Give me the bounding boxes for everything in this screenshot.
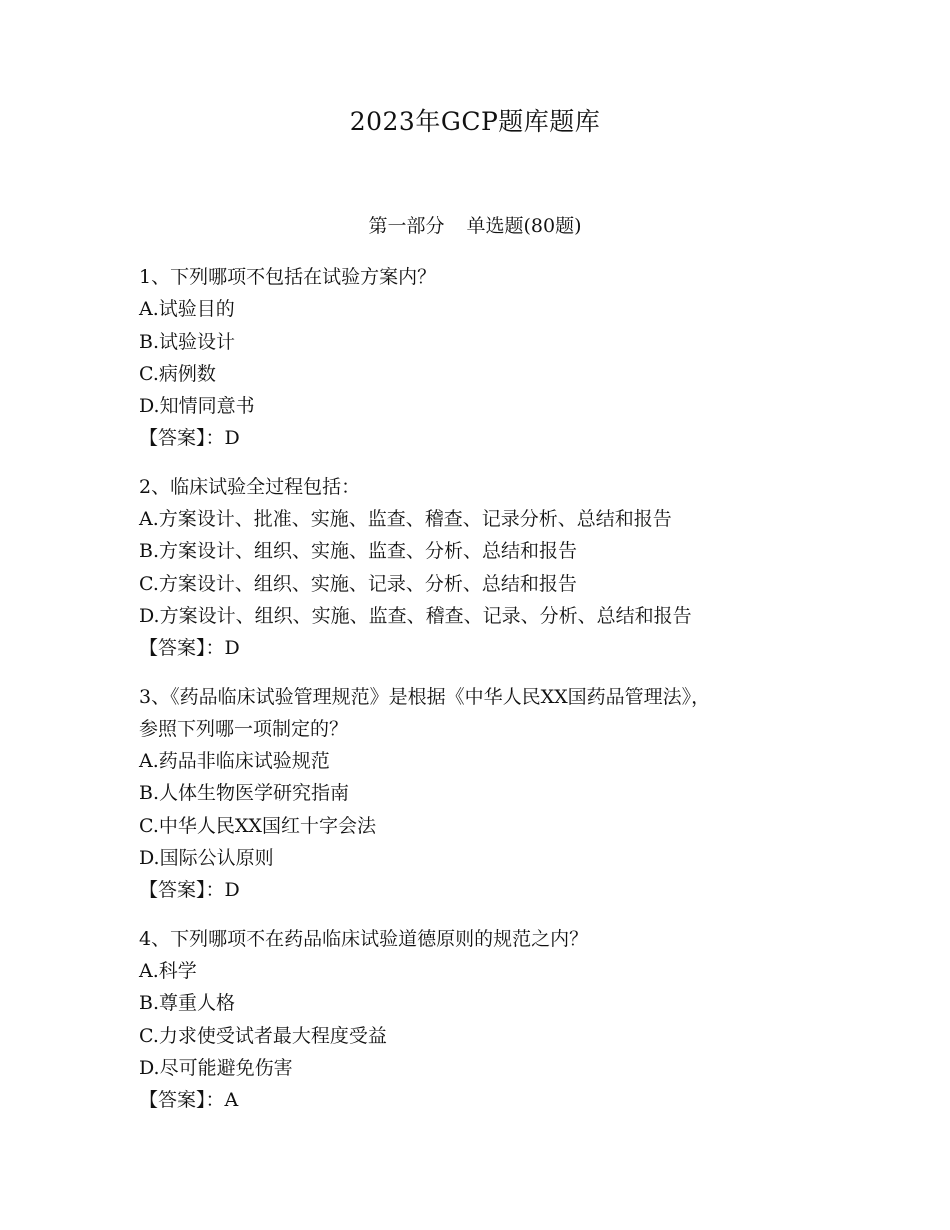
option-d: D.国际公认原则 [139,847,274,870]
option-b: B.试验设计 [139,330,236,353]
section-subtitle: 单选题(80题) [466,215,582,237]
option-a: A.科学 [139,959,197,982]
answer-line [139,1084,819,1116]
question-2 [139,471,819,665]
option-d: D.方案设计、组织、实施、监查、稽查、记录、分析、总结和报告 [139,604,692,627]
answer-value: D [224,427,240,450]
option-a: A.方案设计、批准、实施、监查、稽查、记录分析、总结和报告 [139,508,672,531]
option-c: C.病例数 [139,362,216,385]
answer-value: D [224,637,240,660]
answer-label: 【答案】： [139,637,225,660]
question-list [139,261,819,1132]
question-stem-line-2: 参照下列哪一项制定的？ [139,717,349,740]
answer-label: 【答案】： [139,879,225,902]
question-1 [139,261,819,455]
option-d: D.知情同意书 [139,395,255,418]
page-title: 2023年GCP题库题库 [349,107,601,136]
answer-line [139,422,819,454]
option-c: C.方案设计、组织、实施、记录、分析、总结和报告 [139,572,577,595]
question-stem-line-1: 3、《药品临床试验管理规范》是根据《中华人民XX国药品管理法》， [139,685,711,708]
question-stem: 2、临床试验全过程包括： [139,475,361,498]
question-4 [139,923,819,1117]
answer-line [139,874,819,906]
option-b: B.人体生物医学研究指南 [139,782,350,805]
option-b: B.尊重人格 [139,992,236,1015]
answer-value: A [224,1089,239,1112]
section-heading [0,212,950,240]
answer-line [139,632,819,664]
question-3 [139,681,819,907]
answer-label: 【答案】： [139,427,225,450]
question-stem: 4、下列哪项不在药品临床试验道德原则的规范之内？ [139,927,589,950]
question-stem: 1、下列哪项不包括在试验方案内？ [139,266,437,288]
option-c: C.中华人民XX国红十字会法 [139,814,376,837]
answer-label: 【答案】： [139,1089,225,1112]
option-c: C.力求使受试者最大程度受益 [139,1024,387,1047]
option-a: A.试验目的 [139,298,235,321]
option-a: A.药品非临床试验规范 [139,750,330,773]
section-title: 第一部分 [368,215,445,237]
option-b: B.方案设计、组织、实施、监查、分析、总结和报告 [139,540,578,563]
answer-value: D [224,879,240,902]
option-d: D.尽可能避免伤害 [139,1056,293,1079]
